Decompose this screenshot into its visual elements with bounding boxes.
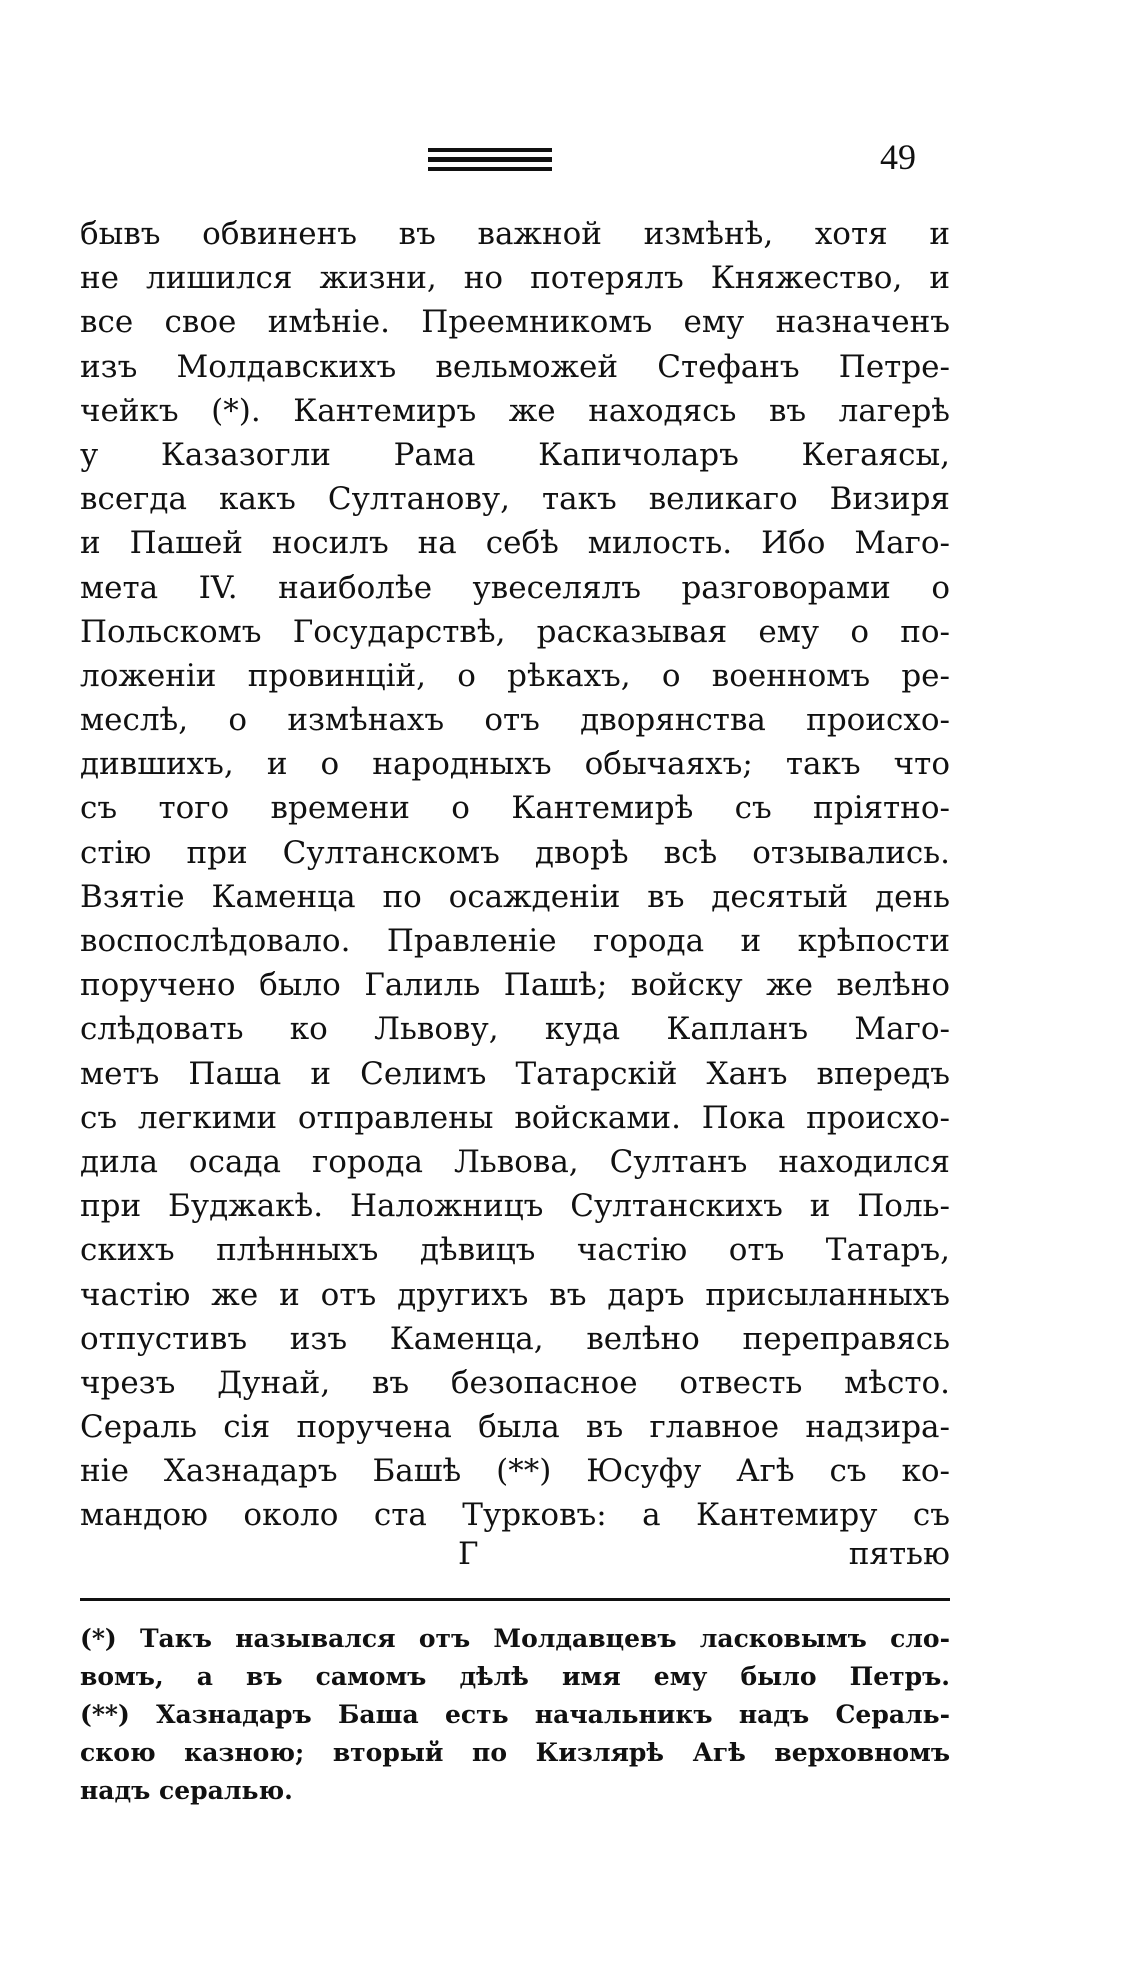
body-text <box>80 212 950 1538</box>
text-line: скихъ плѣнныхъ дѣвицъ частію отъ Татаръ, <box>80 1232 950 1269</box>
text-line: не лишился жизни, но потерялъ Княжество, и <box>80 260 950 297</box>
text-line: слѣдовать ко Львову, куда Капланъ Маго- <box>80 1011 950 1048</box>
footnotes <box>80 1620 950 1810</box>
text-line: поручено было Галиль Пашѣ; войску же велѣно <box>80 967 950 1004</box>
text-line: съ того времени о Кантемирѣ съ пріятно- <box>80 790 950 827</box>
text-line: чрезъ Дунай, въ безопасное отвесть мѣсто. <box>80 1364 950 1401</box>
text-line: при Буджакѣ. Наложницъ Султанскихъ и Поль- <box>80 1188 950 1225</box>
text-line: чейкъ (*). Кантемиръ же находясь въ лагерѣ <box>80 392 950 429</box>
text-line: у Казазогли Рама Капичоларъ Кегаясы, <box>80 436 950 473</box>
text-line: стію при Султанскомъ дворѣ всѣ отзывались. <box>80 834 950 871</box>
text-line: меслѣ, о измѣнахъ отъ дворянства происхо- <box>80 702 950 739</box>
text-line: все свое имѣніе. Преемникомъ ему назначенъ <box>80 304 950 341</box>
text-line: отпустивъ изъ Каменца, велѣно переправясь <box>80 1320 950 1357</box>
catchword: пятью <box>848 1536 950 1572</box>
footnote-line: скою казною; вторый по Кизлярѣ Агѣ верховномъ <box>80 1738 950 1767</box>
text-line: всегда какъ Султанову, такъ великаго Визиря <box>80 481 950 518</box>
text-line: ніе Хазнадаръ Башѣ (**) Юсуфу Агѣ съ ко- <box>80 1453 950 1490</box>
footnote-separator <box>80 1598 950 1601</box>
footnote-line: (**) Хазнадаръ Баша есть начальникъ надъ Сераль- <box>80 1700 950 1729</box>
footnote-line: (*) Такъ назывался отъ Молдавцевъ ласковымъ сло- <box>80 1624 950 1653</box>
header-ornament-rule <box>428 148 552 176</box>
text-line: воспослѣдовало. Правленіе города и крѣпости <box>80 923 950 959</box>
footnote-line: вомъ, а въ самомъ дѣлѣ имя ему было Петръ. <box>80 1662 950 1691</box>
text-line: мандою около ста Турковъ: а Кантемиру съ <box>80 1497 950 1534</box>
text-line: съ легкими отправлены войсками. Пока происхо- <box>80 1099 950 1136</box>
text-line: изъ Молдавскихъ вельможей Стефанъ Петре- <box>80 348 950 385</box>
text-line: бывъ обвиненъ въ важной измѣнѣ, хотя и <box>80 216 950 252</box>
text-line: Взятіе Каменца по осажденіи въ десятый день <box>80 878 950 915</box>
text-line: мета IV. наиболѣе увеселялъ разговорами о <box>80 569 950 606</box>
text-line: ложеніи провинцій, о рѣкахъ, о военномъ ре- <box>80 657 950 694</box>
text-line: и Пашей носилъ на себѣ милость. Ибо Маго- <box>80 525 950 562</box>
catchline <box>80 1532 950 1576</box>
footnote-line: надъ сералью. <box>80 1776 293 1805</box>
text-line: дила осада города Львова, Султанъ находился <box>80 1143 950 1180</box>
text-line: дившихъ, и о народныхъ обычаяхъ; такъ что <box>80 746 950 783</box>
text-line: метъ Паша и Селимъ Татарскій Ханъ впередъ <box>80 1055 950 1092</box>
text-line: Сераль сія поручена была въ главное надзира- <box>80 1409 950 1446</box>
text-line: Польскомъ Государствѣ, расказывая ему о по- <box>80 613 950 650</box>
text-line: частію же и отъ другихъ въ даръ присыланныхъ <box>80 1276 950 1313</box>
page-number: 49 <box>880 137 916 177</box>
signature-mark: Г <box>458 1536 479 1572</box>
